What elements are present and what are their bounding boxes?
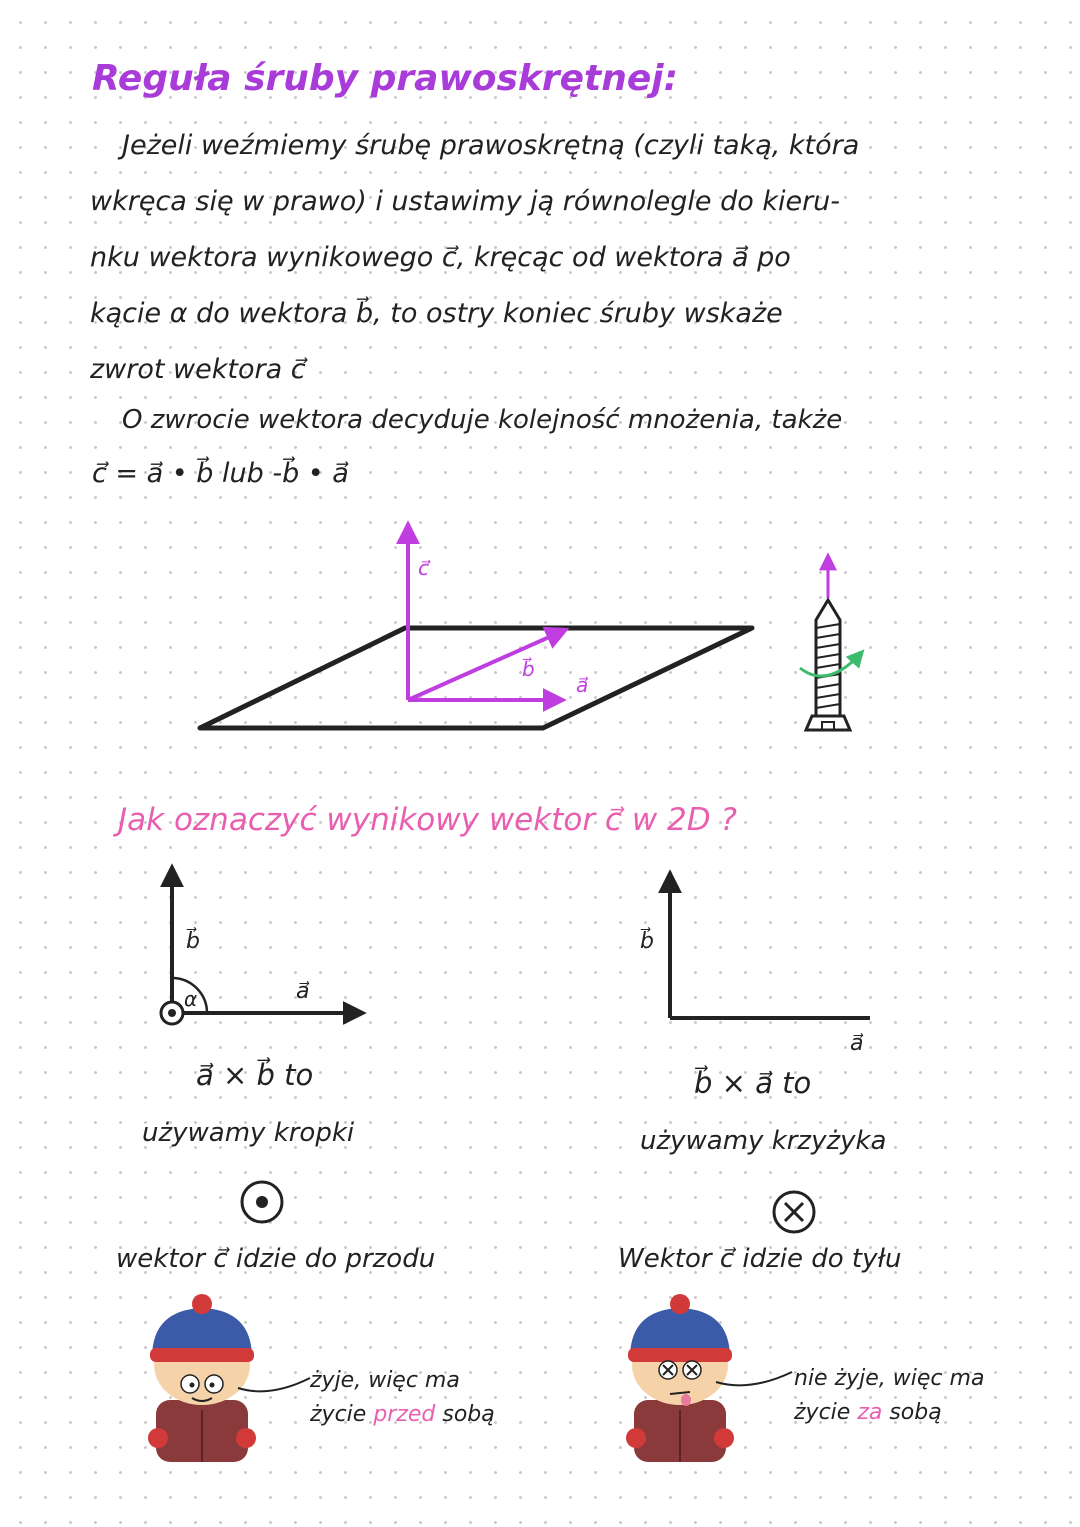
right-b-label: b⃗ bbox=[640, 929, 654, 954]
dot-in-circle-icon bbox=[242, 1182, 282, 1222]
section-subtitle: Jak oznaczyć wynikowy wektor c⃗ w 2D ? bbox=[118, 802, 737, 838]
left-alpha-label: α bbox=[184, 987, 198, 1011]
right-usage: używamy krzyżyka bbox=[640, 1126, 887, 1156]
right-note-word2: za bbox=[857, 1400, 883, 1425]
paragraph-line-1: Jeżeli weźmiemy śrubę prawoskrętną (czyli taką, która bbox=[122, 130, 860, 161]
paragraph-line-5: zwrot wektora c⃗ bbox=[90, 354, 306, 385]
right-a-label: a⃗ bbox=[850, 1031, 864, 1056]
left-note-word1: życie bbox=[310, 1402, 367, 1427]
right-note-line1: nie żyje, więc ma bbox=[794, 1366, 985, 1391]
character-dead-icon bbox=[626, 1294, 792, 1462]
right-axes bbox=[640, 874, 870, 1056]
vector-b-label: b⃗ bbox=[522, 657, 535, 681]
left-direction: wektor c⃗ idzie do przodu bbox=[116, 1244, 436, 1274]
left-note-word2: przed bbox=[373, 1402, 436, 1427]
plane-parallelogram bbox=[200, 628, 752, 728]
paragraph-line-2: wkręca się w prawo) i ustawimy ją równolegle do kieru- bbox=[90, 186, 841, 217]
left-b-label: b⃗ bbox=[186, 929, 200, 954]
page-title: Reguła śruby prawoskrętnej: bbox=[92, 58, 678, 99]
cross-in-circle-icon bbox=[774, 1192, 814, 1232]
left-a-label: a⃗ bbox=[296, 979, 310, 1004]
left-axes bbox=[161, 868, 362, 1024]
formula: c⃗ = a⃗ • b⃗ lub -b⃗ • a⃗ bbox=[92, 458, 349, 489]
screw-icon bbox=[800, 556, 862, 730]
right-note-word3: sobą bbox=[889, 1400, 942, 1425]
vector-c-label: c⃗ bbox=[418, 556, 429, 580]
plane-diagram bbox=[200, 525, 752, 728]
order-text: O zwrocie wektora decyduje kolejność mnożenia, także bbox=[122, 405, 843, 435]
left-note-line1: żyje, więc ma bbox=[310, 1368, 460, 1393]
paragraph-line-3: nku wektora wynikowego c⃗, kręcąc od wektora a⃗ po bbox=[90, 242, 791, 273]
vector-a-label: a⃗ bbox=[576, 673, 589, 697]
left-note-word3: sobą bbox=[442, 1402, 495, 1427]
right-note-word1: życie bbox=[794, 1400, 851, 1425]
dot-symbol-small bbox=[161, 1002, 183, 1024]
character-alive-icon bbox=[148, 1294, 310, 1462]
vector-b-arrow bbox=[408, 630, 565, 700]
left-usage: używamy kropki bbox=[142, 1118, 355, 1148]
right-direction: Wektor c⃗ idzie do tyłu bbox=[618, 1244, 902, 1274]
right-product: b⃗ × a⃗ to bbox=[694, 1066, 812, 1100]
paragraph-line-4: kącie α do wektora b⃗, to ostry koniec śruby wskaże bbox=[90, 298, 783, 329]
left-product: a⃗ × b⃗ to bbox=[196, 1058, 314, 1092]
